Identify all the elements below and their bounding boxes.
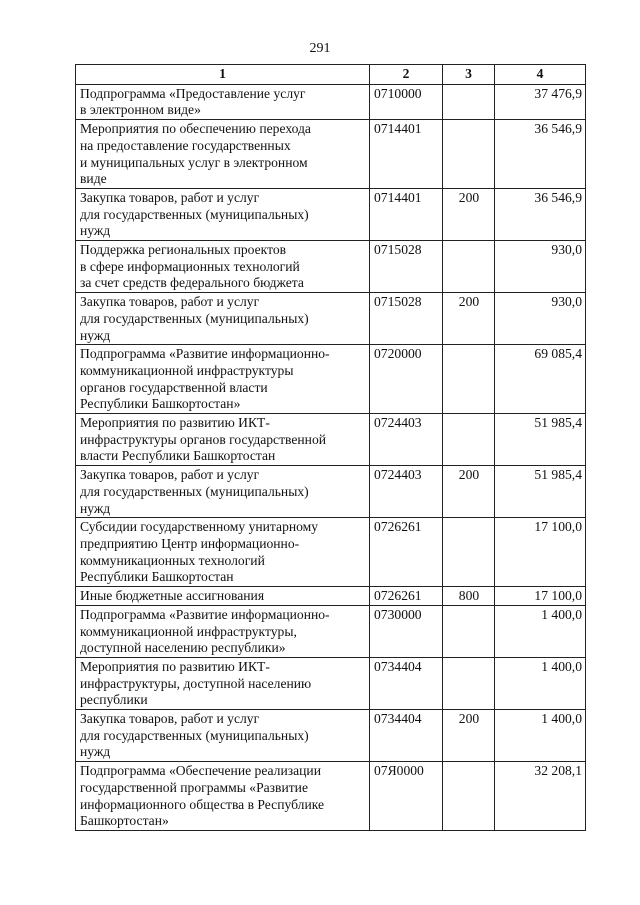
row-type-cell: [443, 762, 495, 831]
table-row: [76, 414, 586, 466]
row-name-cell: Субсидии государственному унитарному предприятию Центр информационно- коммуникационных технологий Республики Башкортостан: [76, 518, 370, 587]
table-row: [76, 120, 586, 189]
row-amount-cell: 51 985,4: [495, 414, 586, 466]
row-name-cell: Закупка товаров, работ и услуг для государственных (муниципальных) нужд: [76, 188, 370, 240]
table-row: [76, 605, 586, 657]
row-type-cell: [443, 414, 495, 466]
row-type-cell: 200: [443, 710, 495, 762]
column-header-3: 3: [443, 65, 495, 85]
row-name-cell: Закупка товаров, работ и услуг для государственных (муниципальных) нужд: [76, 710, 370, 762]
row-name-cell: Закупка товаров, работ и услуг для государственных (муниципальных) нужд: [76, 466, 370, 518]
table-row: [76, 587, 586, 606]
row-type-cell: [443, 518, 495, 587]
row-name-cell: Закупка товаров, работ и услуг для государственных (муниципальных) нужд: [76, 293, 370, 345]
row-name-cell: Подпрограмма «Обеспечение реализации государственной программы «Развитие информационного общества в Республике Башкортостан»: [76, 762, 370, 831]
row-amount-cell: 37 476,9: [495, 84, 586, 119]
row-type-cell: [443, 84, 495, 119]
row-code-cell: 0715028: [370, 241, 443, 293]
page-number: 291: [309, 41, 331, 56]
row-amount-cell: 32 208,1: [495, 762, 586, 831]
table-row: [76, 710, 586, 762]
table-row: [76, 241, 586, 293]
row-code-cell: 0730000: [370, 605, 443, 657]
table-row: [76, 345, 586, 414]
table-row: [76, 84, 586, 119]
row-amount-cell: 1 400,0: [495, 657, 586, 709]
row-code-cell: 0734404: [370, 657, 443, 709]
row-amount-cell: 69 085,4: [495, 345, 586, 414]
row-code-cell: 0734404: [370, 710, 443, 762]
row-code-cell: 0714401: [370, 188, 443, 240]
row-code-cell: 0724403: [370, 466, 443, 518]
row-code-cell: 0714401: [370, 120, 443, 189]
row-amount-cell: 17 100,0: [495, 518, 586, 587]
row-code-cell: 0720000: [370, 345, 443, 414]
row-name-cell: Мероприятия по развитию ИКТ- инфраструктуры, доступной населению республики: [76, 657, 370, 709]
row-code-cell: 0726261: [370, 518, 443, 587]
row-code-cell: 07Я0000: [370, 762, 443, 831]
row-amount-cell: 36 546,9: [495, 120, 586, 189]
table-body: [76, 84, 586, 830]
row-type-cell: [443, 241, 495, 293]
row-amount-cell: 930,0: [495, 241, 586, 293]
row-type-cell: [443, 345, 495, 414]
table-row: [76, 466, 586, 518]
row-amount-cell: 930,0: [495, 293, 586, 345]
row-type-cell: 200: [443, 188, 495, 240]
column-header-1: 1: [76, 65, 370, 85]
table-row: [76, 188, 586, 240]
row-type-cell: [443, 120, 495, 189]
row-type-cell: [443, 605, 495, 657]
row-name-cell: Подпрограмма «Развитие информационно- коммуникационной инфраструктуры органов государственной власти Республики Башкортостан»: [76, 345, 370, 414]
table-row: [76, 657, 586, 709]
row-amount-cell: 1 400,0: [495, 605, 586, 657]
column-header-4: 4: [495, 65, 586, 85]
row-name-cell: Поддержка региональных проектов в сфере информационных технологий за счет средств федерального бюджета: [76, 241, 370, 293]
column-header-2: 2: [370, 65, 443, 85]
row-code-cell: 0724403: [370, 414, 443, 466]
row-name-cell: Мероприятия по обеспечению перехода на предоставление государственных и муниципальных услуг в электронном виде: [76, 120, 370, 189]
row-amount-cell: 36 546,9: [495, 188, 586, 240]
row-type-cell: [443, 657, 495, 709]
table-row: [76, 518, 586, 587]
row-amount-cell: 51 985,4: [495, 466, 586, 518]
row-name-cell: Подпрограмма «Развитие информационно- коммуникационной инфраструктуры, доступной населению республики»: [76, 605, 370, 657]
row-type-cell: 200: [443, 466, 495, 518]
row-code-cell: 0726261: [370, 587, 443, 606]
budget-table: [75, 64, 586, 831]
row-code-cell: 0710000: [370, 84, 443, 119]
table-row: [76, 293, 586, 345]
table-header-row: [76, 65, 586, 85]
row-amount-cell: 17 100,0: [495, 587, 586, 606]
table-row: [76, 762, 586, 831]
row-name-cell: Мероприятия по развитию ИКТ- инфраструктуры органов государственной власти Республики Башкортостан: [76, 414, 370, 466]
row-amount-cell: 1 400,0: [495, 710, 586, 762]
row-type-cell: 200: [443, 293, 495, 345]
row-name-cell: Подпрограмма «Предоставление услуг в электронном виде»: [76, 84, 370, 119]
row-code-cell: 0715028: [370, 293, 443, 345]
row-type-cell: 800: [443, 587, 495, 606]
row-name-cell: Иные бюджетные ассигнования: [76, 587, 370, 606]
